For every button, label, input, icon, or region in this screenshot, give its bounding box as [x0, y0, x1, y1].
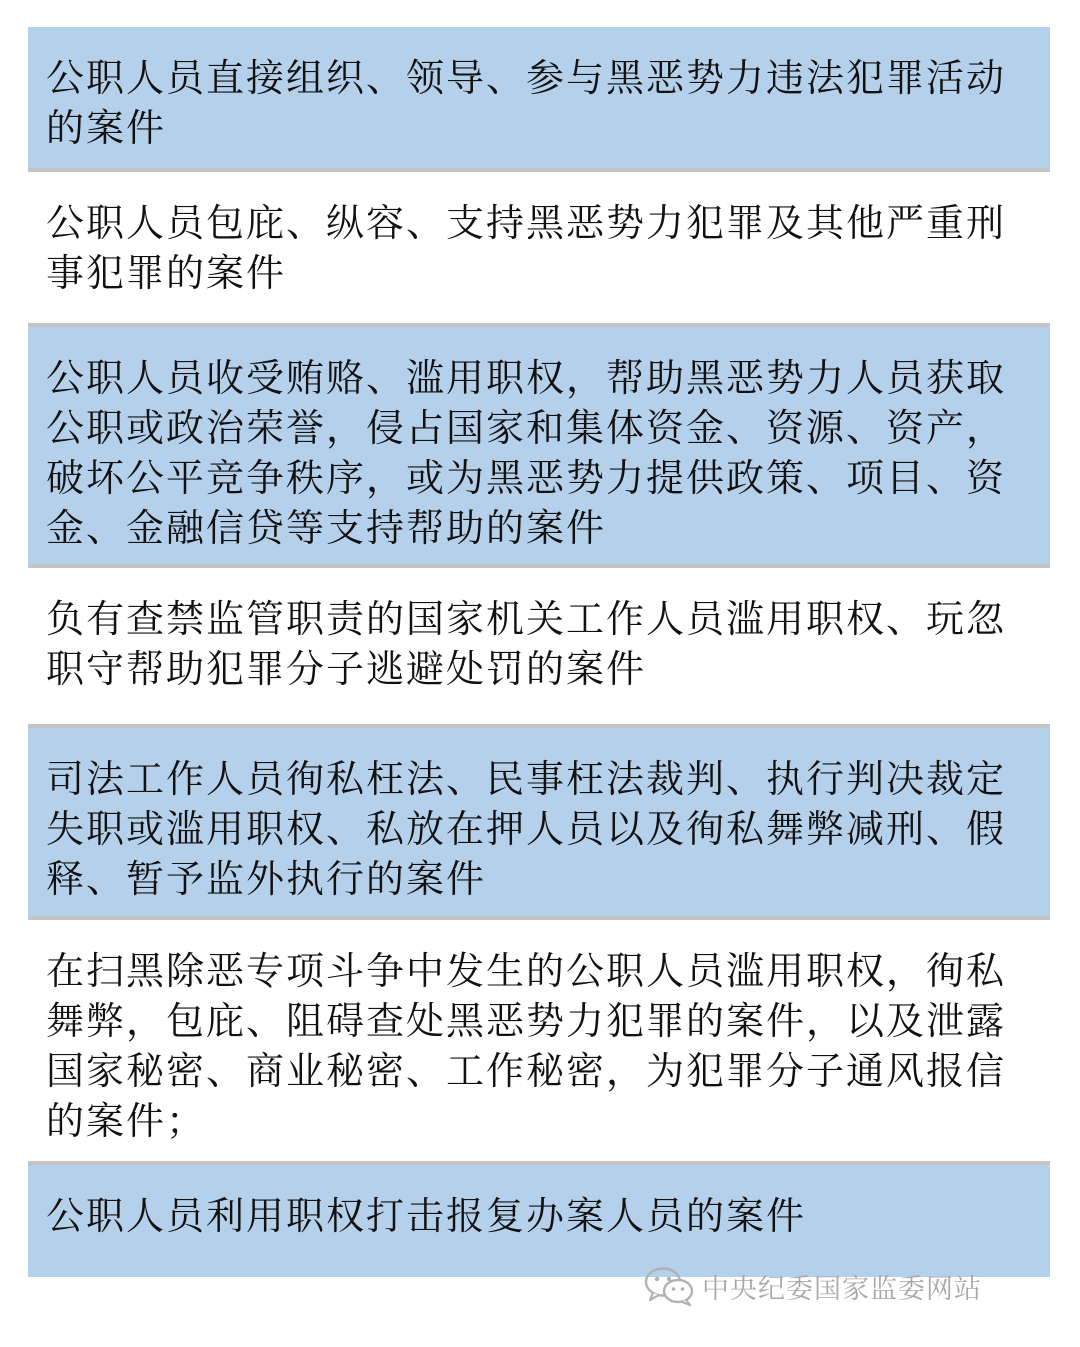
- list-item-text: 公职人员直接组织、领导、参与黑恶势力违法犯罪活动的案件: [46, 56, 1007, 150]
- list-item-text: 公职人员包庇、纵容、支持黑恶势力犯罪及其他严重刑事犯罪的案件: [46, 201, 1007, 295]
- list-item: [28, 1165, 1050, 1277]
- watermark-text: 中央纪委国家监委网站: [702, 1273, 982, 1305]
- list-item-text: 负有查禁监管职责的国家机关工作人员滥用职权、玩忽职守帮助犯罪分子逃避处罚的案件: [46, 597, 1007, 691]
- list-item: [28, 172, 1050, 327]
- list-item: [28, 327, 1050, 568]
- wechat-icon: [644, 1266, 696, 1306]
- list-item: [28, 728, 1050, 920]
- list-item-text: 公职人员利用职权打击报复办案人员的案件: [46, 1194, 807, 1238]
- list-item: [28, 27, 1050, 172]
- watermark: [644, 1266, 982, 1306]
- list-item: [28, 920, 1050, 1165]
- list-item-text: 司法工作人员徇私枉法、民事枉法裁判、执行判决裁定失职或滥用职权、私放在押人员以及徇私舞弊减刑、假释、暂予监外执行的案件: [46, 757, 1007, 901]
- case-type-list: [28, 27, 1050, 1277]
- list-item: [28, 568, 1050, 728]
- list-item-text: 公职人员收受贿赂、滥用职权，帮助黑恶势力人员获取公职或政治荣誉，侵占国家和集体资金、资源、资产，破坏公平竞争秩序，或为黑恶势力提供政策、项目、资金、金融信贷等支持帮助的案件: [46, 356, 1007, 550]
- list-item-text: 在扫黑除恶专项斗争中发生的公职人员滥用职权，徇私舞弊，包庇、阻碍查处黑恶势力犯罪的案件，以及泄露国家秘密、商业秘密、工作秘密，为犯罪分子通风报信的案件；: [46, 949, 1007, 1143]
